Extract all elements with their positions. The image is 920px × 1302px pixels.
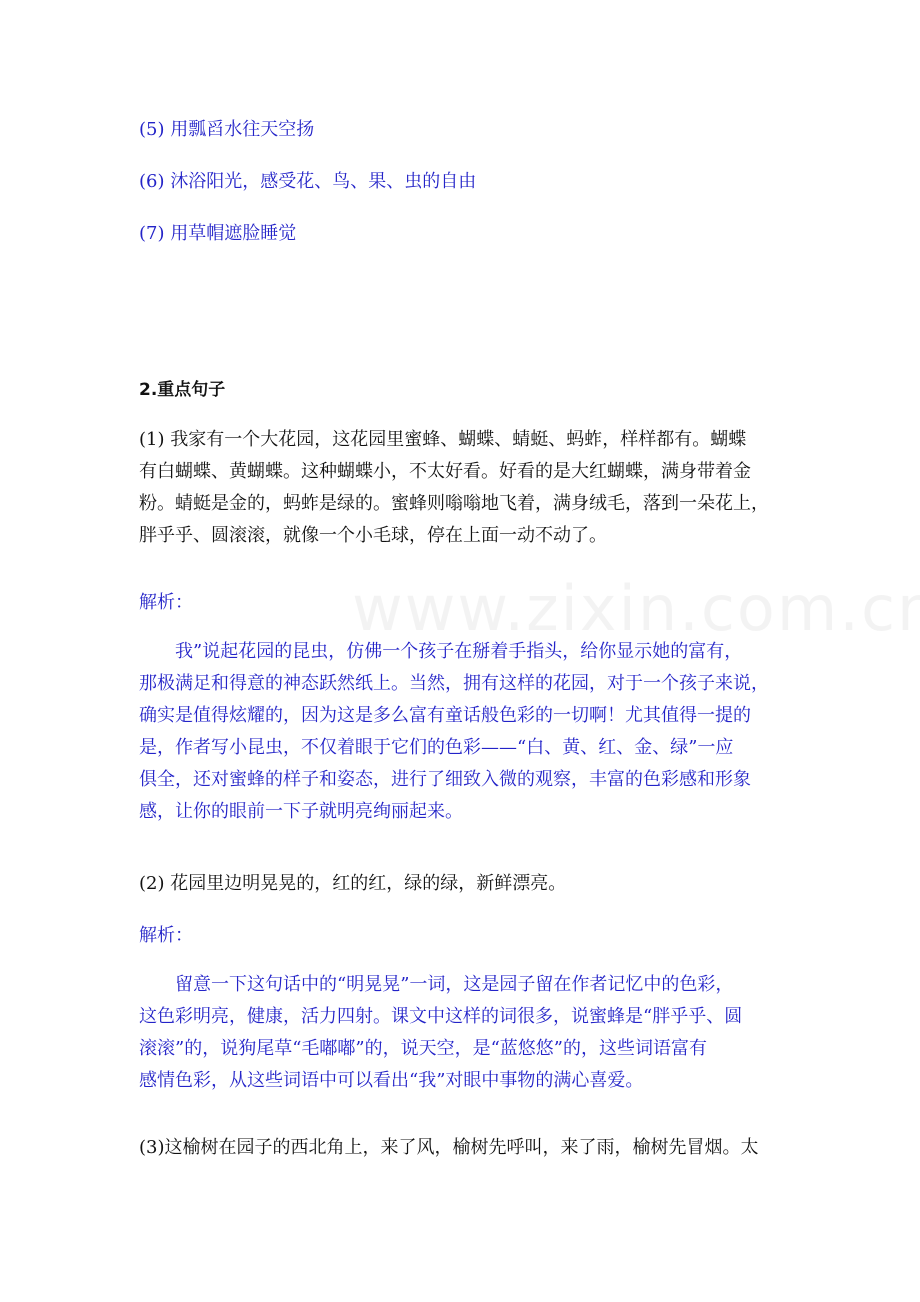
analysis-1-line: 是，作者写小昆虫，不仅着眼于它们的色彩——“白、黄、红、金、绿”一应 (139, 737, 734, 758)
analysis-2-line: 滚滚”的，说狗尾草“毛嘟嘟”的，说天空，是“蓝悠悠”的，这些词语富有 (139, 1038, 708, 1059)
sentence-3: (3)这榆树在园子的西北角上，来了风，榆树先呼叫，来了雨，榆树先冒烟。太 (139, 1137, 759, 1158)
analysis-1-line: 确实是值得炫耀的，因为这是多么富有童话般色彩的一切啊！尤其值得一提的 (139, 705, 751, 726)
analysis-label-2: 解析： (139, 925, 193, 946)
analysis-1 (139, 636, 789, 828)
analysis-2-line: 感情色彩，从这些词语中可以看出“我”对眼中事物的满心喜爱。 (139, 1070, 644, 1091)
analysis-label-1: 解析： (139, 592, 193, 613)
sentence-1 (139, 424, 789, 552)
sentence-2: (2) 花园里边明晃晃的，红的红，绿的绿，新鲜漂亮。 (139, 873, 567, 894)
sentence-1-line: 有白蝴蝶、黄蝴蝶。这种蝴蝶小，不太好看。好看的是大红蝴蝶，满身带着金 (139, 461, 751, 482)
analysis-2-line: 这色彩明亮，健康，活力四射。课文中这样的词很多，说蜜蜂是“胖乎乎、圆 (139, 1006, 743, 1027)
analysis-2 (139, 969, 789, 1097)
analysis-1-line: 俱全，还对蜜蜂的样子和姿态，进行了细致入微的观察，丰富的色彩感和形象 (139, 769, 751, 790)
section-heading: 2.重点句子 (139, 380, 226, 400)
sentence-1-line: 胖乎乎、圆滚滚，就像一个小毛球，停在上面一动不动了。 (139, 525, 607, 546)
analysis-1-line: 我”说起花园的昆虫，仿佛一个孩子在掰着手指头，给你显示她的富有， (175, 641, 743, 662)
list-item-7: (7) 用草帽遮脸睡觉 (139, 223, 297, 244)
list-item-6: (6) 沐浴阳光，感受花、鸟、果、虫的自由 (139, 171, 477, 192)
sentence-1-line: 粉。蜻蜓是金的，蚂蚱是绿的。蜜蜂则嗡嗡地飞着，满身绒毛，落到一朵花上， (139, 493, 769, 514)
analysis-1-line: 那极满足和得意的神态跃然纸上。当然，拥有这样的花园，对于一个孩子来说， (139, 673, 769, 694)
list-item-5: (5) 用瓢舀水往天空扬 (139, 119, 315, 140)
analysis-2-line: 留意一下这句话中的“明晃晃”一词，这是园子留在作者记忆中的色彩， (175, 974, 734, 995)
analysis-1-line: 感，让你的眼前一下子就明亮绚丽起来。 (139, 801, 463, 822)
sentence-1-line: (1) 我家有一个大花园，这花园里蜜蜂、蝴蝶、蜻蜓、蚂蚱，样样都有。蝴蝶 (139, 429, 747, 450)
